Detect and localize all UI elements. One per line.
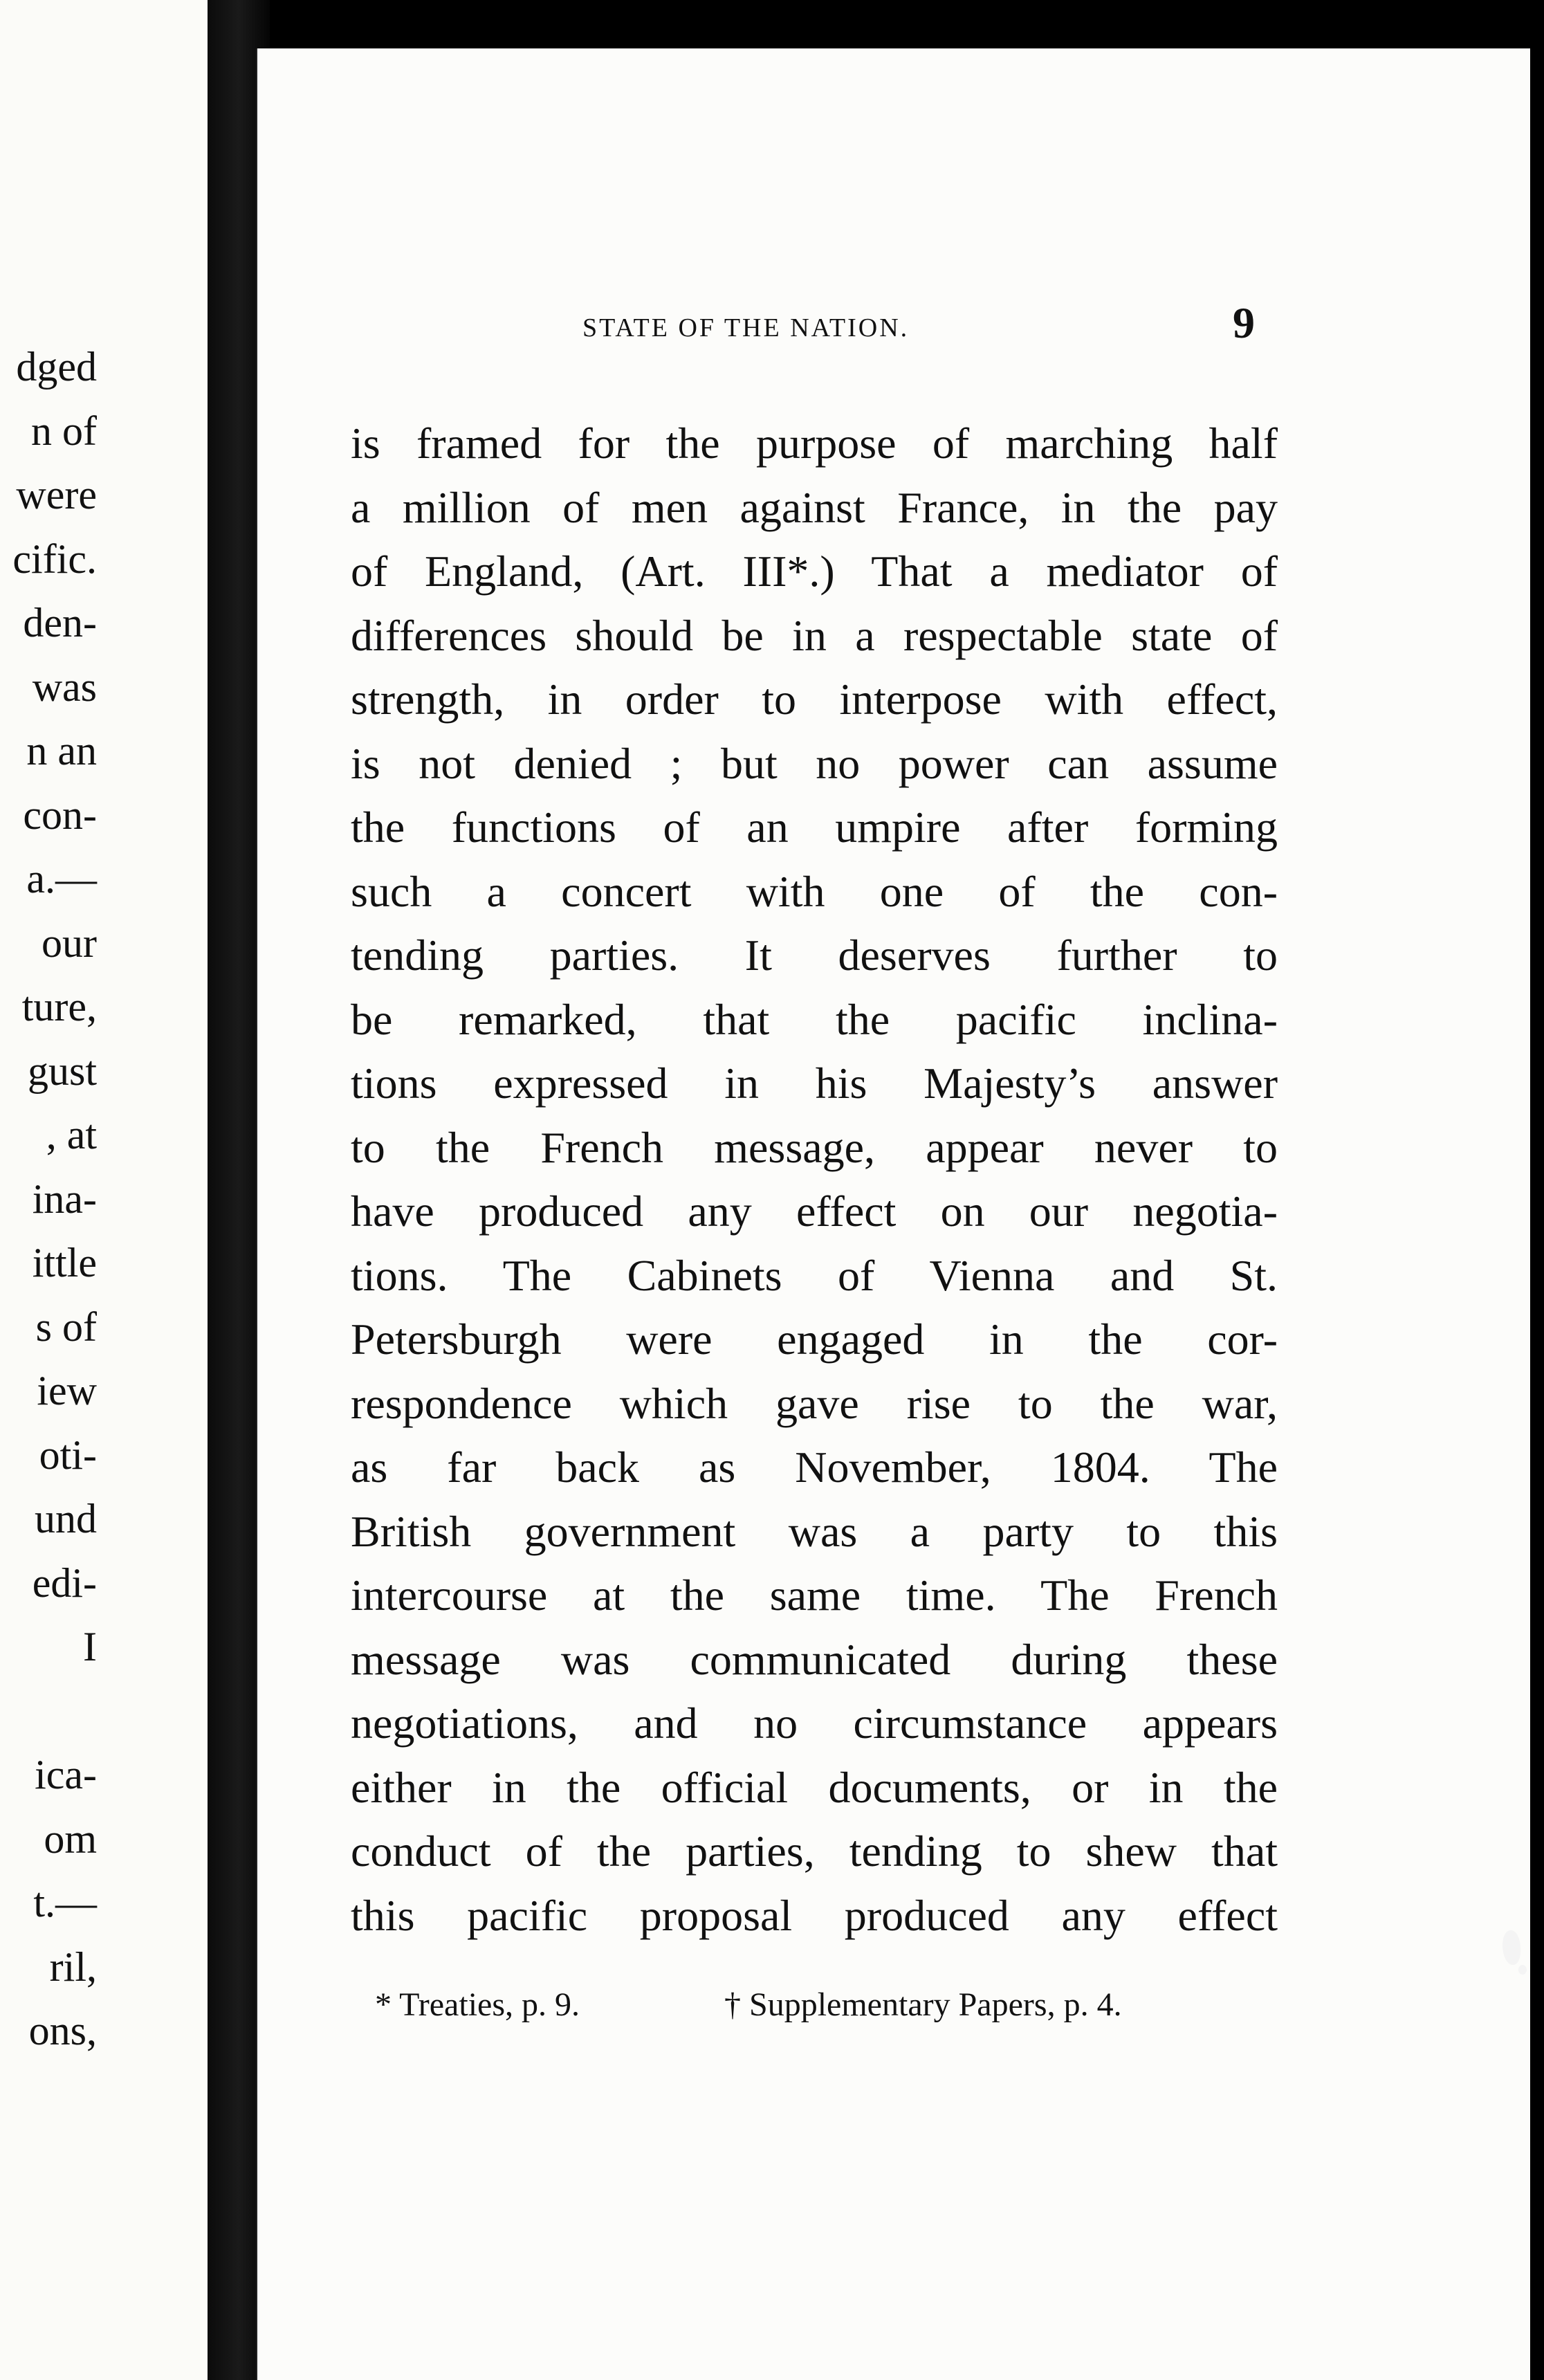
body-text: [351, 412, 1278, 1948]
page-number: 9: [1233, 298, 1255, 347]
text-line: Petersburgh were engaged in the cor-: [351, 1315, 1278, 1364]
footnote-supplementary-papers: † Supplementary Papers, p. 4.: [724, 1986, 1122, 2023]
text-line: as far back as November, 1804. The: [351, 1443, 1278, 1492]
text-line: a million of men against France, in the pay: [351, 482, 1278, 532]
text-line: this pacific proposal produced any effect: [351, 1890, 1278, 1940]
facing-line: n of: [31, 408, 97, 454]
text-line: tions expressed in his Majesty’s answer: [351, 1059, 1278, 1108]
text-line: of England, (Art. III*.) That a mediator of: [351, 547, 1278, 596]
facing-line: was: [32, 664, 97, 710]
facing-line: oti-: [39, 1432, 97, 1478]
facing-line: a.—: [26, 856, 97, 901]
facing-line: t.—: [33, 1880, 97, 1925]
text-line: the functions of an umpire after forming: [351, 803, 1278, 852]
text-line: either in the official documents, or in the: [351, 1762, 1278, 1812]
footnote-treaties: * Treaties, p. 9.: [375, 1986, 580, 2023]
facing-line: our: [42, 920, 97, 966]
facing-line: ril,: [49, 1944, 97, 1990]
facing-line: iew: [37, 1368, 97, 1413]
facing-line: ittle: [32, 1240, 97, 1285]
facing-line: ica-: [35, 1752, 97, 1797]
facing-line: dged: [16, 344, 97, 390]
text-line: is not denied ; but no power can assume: [351, 738, 1278, 788]
text-line: such a concert with one of the con-: [351, 866, 1278, 916]
running-head: [257, 270, 1530, 353]
margin-blot: [1502, 1930, 1520, 1965]
facing-line: , at: [46, 1112, 97, 1157]
facing-line: s of: [35, 1304, 97, 1350]
text-line: British government was a party to this: [351, 1506, 1278, 1556]
text-line: tending parties. It deserves further to: [351, 931, 1278, 980]
facing-line: con-: [23, 792, 97, 838]
facing-line: ons,: [28, 2008, 97, 2053]
text-line: differences should be in a respectable state of: [351, 610, 1278, 660]
facing-line: gust: [27, 1048, 97, 1094]
running-title: STATE OF THE NATION.: [582, 313, 910, 342]
facing-page-fragment: [0, 0, 208, 2380]
text-line: message was communicated during these: [351, 1634, 1278, 1684]
text-line: be remarked, that the pacific inclina-: [351, 994, 1278, 1044]
facing-line: ture,: [21, 984, 97, 1029]
facing-line: edi-: [32, 1560, 97, 1606]
text-line: intercourse at the same time. The French: [351, 1571, 1278, 1620]
facing-line: den-: [23, 600, 97, 646]
facing-line: n an: [26, 728, 97, 774]
facing-line: I: [83, 1624, 97, 1669]
text-line: to the French message, appear never to: [351, 1122, 1278, 1172]
facing-line: cific.: [12, 536, 97, 582]
facing-line: were: [16, 472, 97, 518]
facing-line: und: [35, 1496, 97, 1541]
text-line: have produced any effect on our negotia-: [351, 1187, 1278, 1236]
text-line: strength, in order to interpose with effect,: [351, 675, 1278, 724]
text-line: conduct of the parties, tending to shew that: [351, 1827, 1278, 1876]
text-line: negotiations, and no circumstance appears: [351, 1699, 1278, 1748]
margin-blot: [1518, 1965, 1527, 1975]
main-page: [256, 48, 1530, 2380]
facing-line: ina-: [32, 1176, 97, 1222]
facing-line: om: [44, 1816, 97, 1862]
text-line: respondence which gave rise to the war,: [351, 1378, 1278, 1428]
text-line: tions. The Cabinets of Vienna and St.: [351, 1250, 1278, 1300]
text-line: is framed for the purpose of marching half: [351, 419, 1278, 468]
